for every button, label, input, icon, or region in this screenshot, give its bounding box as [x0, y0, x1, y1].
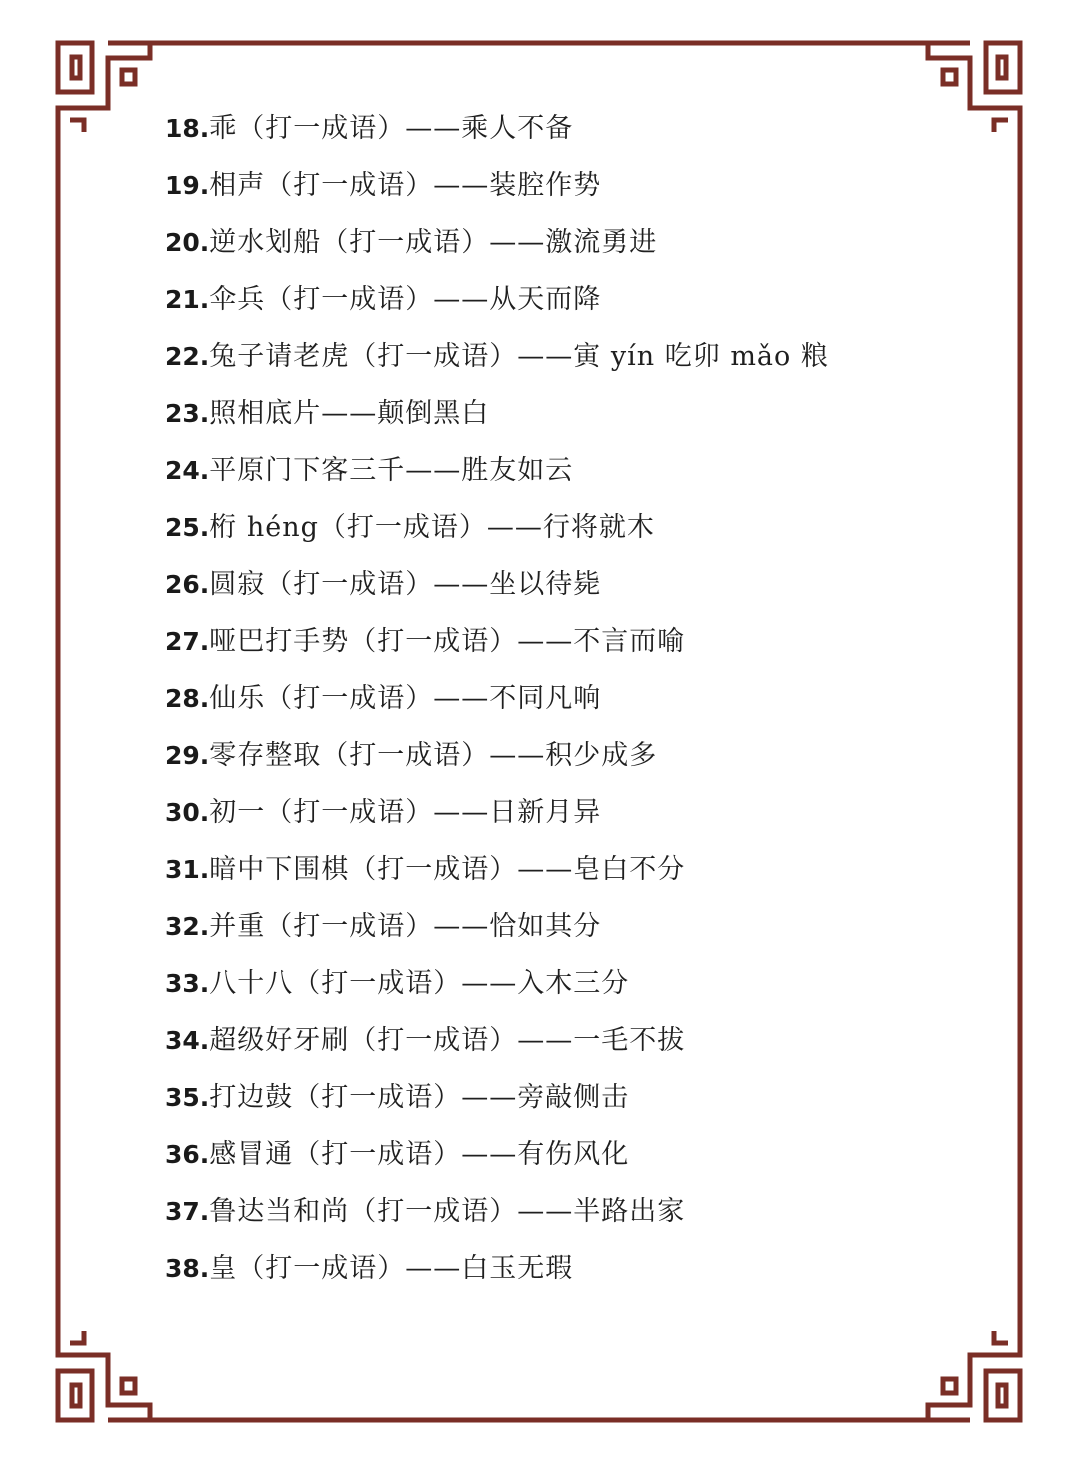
riddle-number: 31. [165, 855, 210, 884]
riddle-text: 哑巴打手势（打一成语）——不言而喻 [209, 626, 686, 657]
riddle-text: 桁 héng（打一成语）——行将就木 [209, 512, 655, 543]
riddle-text: 八十八（打一成语）——入木三分 [209, 968, 630, 999]
riddle-number: 18. [165, 114, 210, 143]
riddle-text: 兔子请老虎（打一成语）——寅 yín 吃卯 mǎo 粮 [209, 341, 829, 372]
riddle-number: 21. [165, 285, 210, 314]
riddle-text: 皇（打一成语）——白玉无瑕 [209, 1253, 574, 1284]
riddle-number: 28. [165, 684, 210, 713]
riddle-text: 伞兵（打一成语）——从天而降 [209, 284, 602, 315]
riddle-text: 逆水划船（打一成语）——激流勇进 [209, 227, 658, 258]
riddle-text: 平原门下客三千——胜友如云 [209, 455, 574, 486]
riddle-item [165, 104, 829, 161]
riddle-item [165, 845, 829, 902]
riddle-item [165, 1073, 829, 1130]
riddle-number: 25. [165, 513, 210, 542]
riddle-text: 暗中下围棋（打一成语）——皂白不分 [209, 854, 686, 885]
riddle-list [165, 104, 829, 1301]
riddle-text: 鲁达当和尚（打一成语）——半路出家 [209, 1196, 686, 1227]
riddle-number: 27. [165, 627, 210, 656]
riddle-number: 24. [165, 456, 210, 485]
riddle-text: 照相底片——颠倒黑白 [209, 398, 490, 429]
riddle-number: 33. [165, 969, 210, 998]
riddle-number: 29. [165, 741, 210, 770]
riddle-number: 23. [165, 399, 210, 428]
riddle-item [165, 617, 829, 674]
riddle-item [165, 161, 829, 218]
riddle-item [165, 275, 829, 332]
corner-ornament-top-right [928, 43, 1020, 132]
riddle-item [165, 1130, 829, 1187]
riddle-item [165, 731, 829, 788]
riddle-number: 30. [165, 798, 210, 827]
riddle-number: 38. [165, 1254, 210, 1283]
riddle-item [165, 503, 829, 560]
riddle-item [165, 332, 829, 389]
riddle-item [165, 560, 829, 617]
corner-ornament-bottom-right [928, 1331, 1020, 1420]
riddle-number: 36. [165, 1140, 210, 1169]
riddle-text: 感冒通（打一成语）——有伤风化 [209, 1139, 630, 1170]
corner-ornament-bottom-left [58, 1331, 150, 1420]
riddle-item [165, 218, 829, 275]
riddle-text: 零存整取（打一成语）——积少成多 [209, 740, 658, 771]
riddle-text: 相声（打一成语）——装腔作势 [209, 170, 602, 201]
riddle-item [165, 446, 829, 503]
riddle-text: 超级好牙刷（打一成语）——一毛不拔 [209, 1025, 686, 1056]
riddle-number: 19. [165, 171, 210, 200]
riddle-number: 20. [165, 228, 210, 257]
riddle-item [165, 674, 829, 731]
riddle-text: 乖（打一成语）——乘人不备 [209, 113, 574, 144]
riddle-number: 22. [165, 342, 210, 371]
corner-ornament-top-left [58, 43, 150, 132]
riddle-item [165, 788, 829, 845]
riddle-text: 打边鼓（打一成语）——旁敲侧击 [209, 1082, 630, 1113]
riddle-item [165, 902, 829, 959]
riddle-text: 仙乐（打一成语）——不同凡响 [209, 683, 602, 714]
riddle-number: 35. [165, 1083, 210, 1112]
riddle-item [165, 389, 829, 446]
riddle-item [165, 959, 829, 1016]
riddle-number: 37. [165, 1197, 210, 1226]
riddle-number: 26. [165, 570, 210, 599]
riddle-item [165, 1016, 829, 1073]
riddle-text: 圆寂（打一成语）——坐以待毙 [209, 569, 602, 600]
riddle-item [165, 1187, 829, 1244]
riddle-text: 并重（打一成语）——恰如其分 [209, 911, 602, 942]
riddle-number: 34. [165, 1026, 210, 1055]
riddle-text: 初一（打一成语）——日新月异 [209, 797, 602, 828]
riddle-item [165, 1244, 829, 1301]
riddle-number: 32. [165, 912, 210, 941]
